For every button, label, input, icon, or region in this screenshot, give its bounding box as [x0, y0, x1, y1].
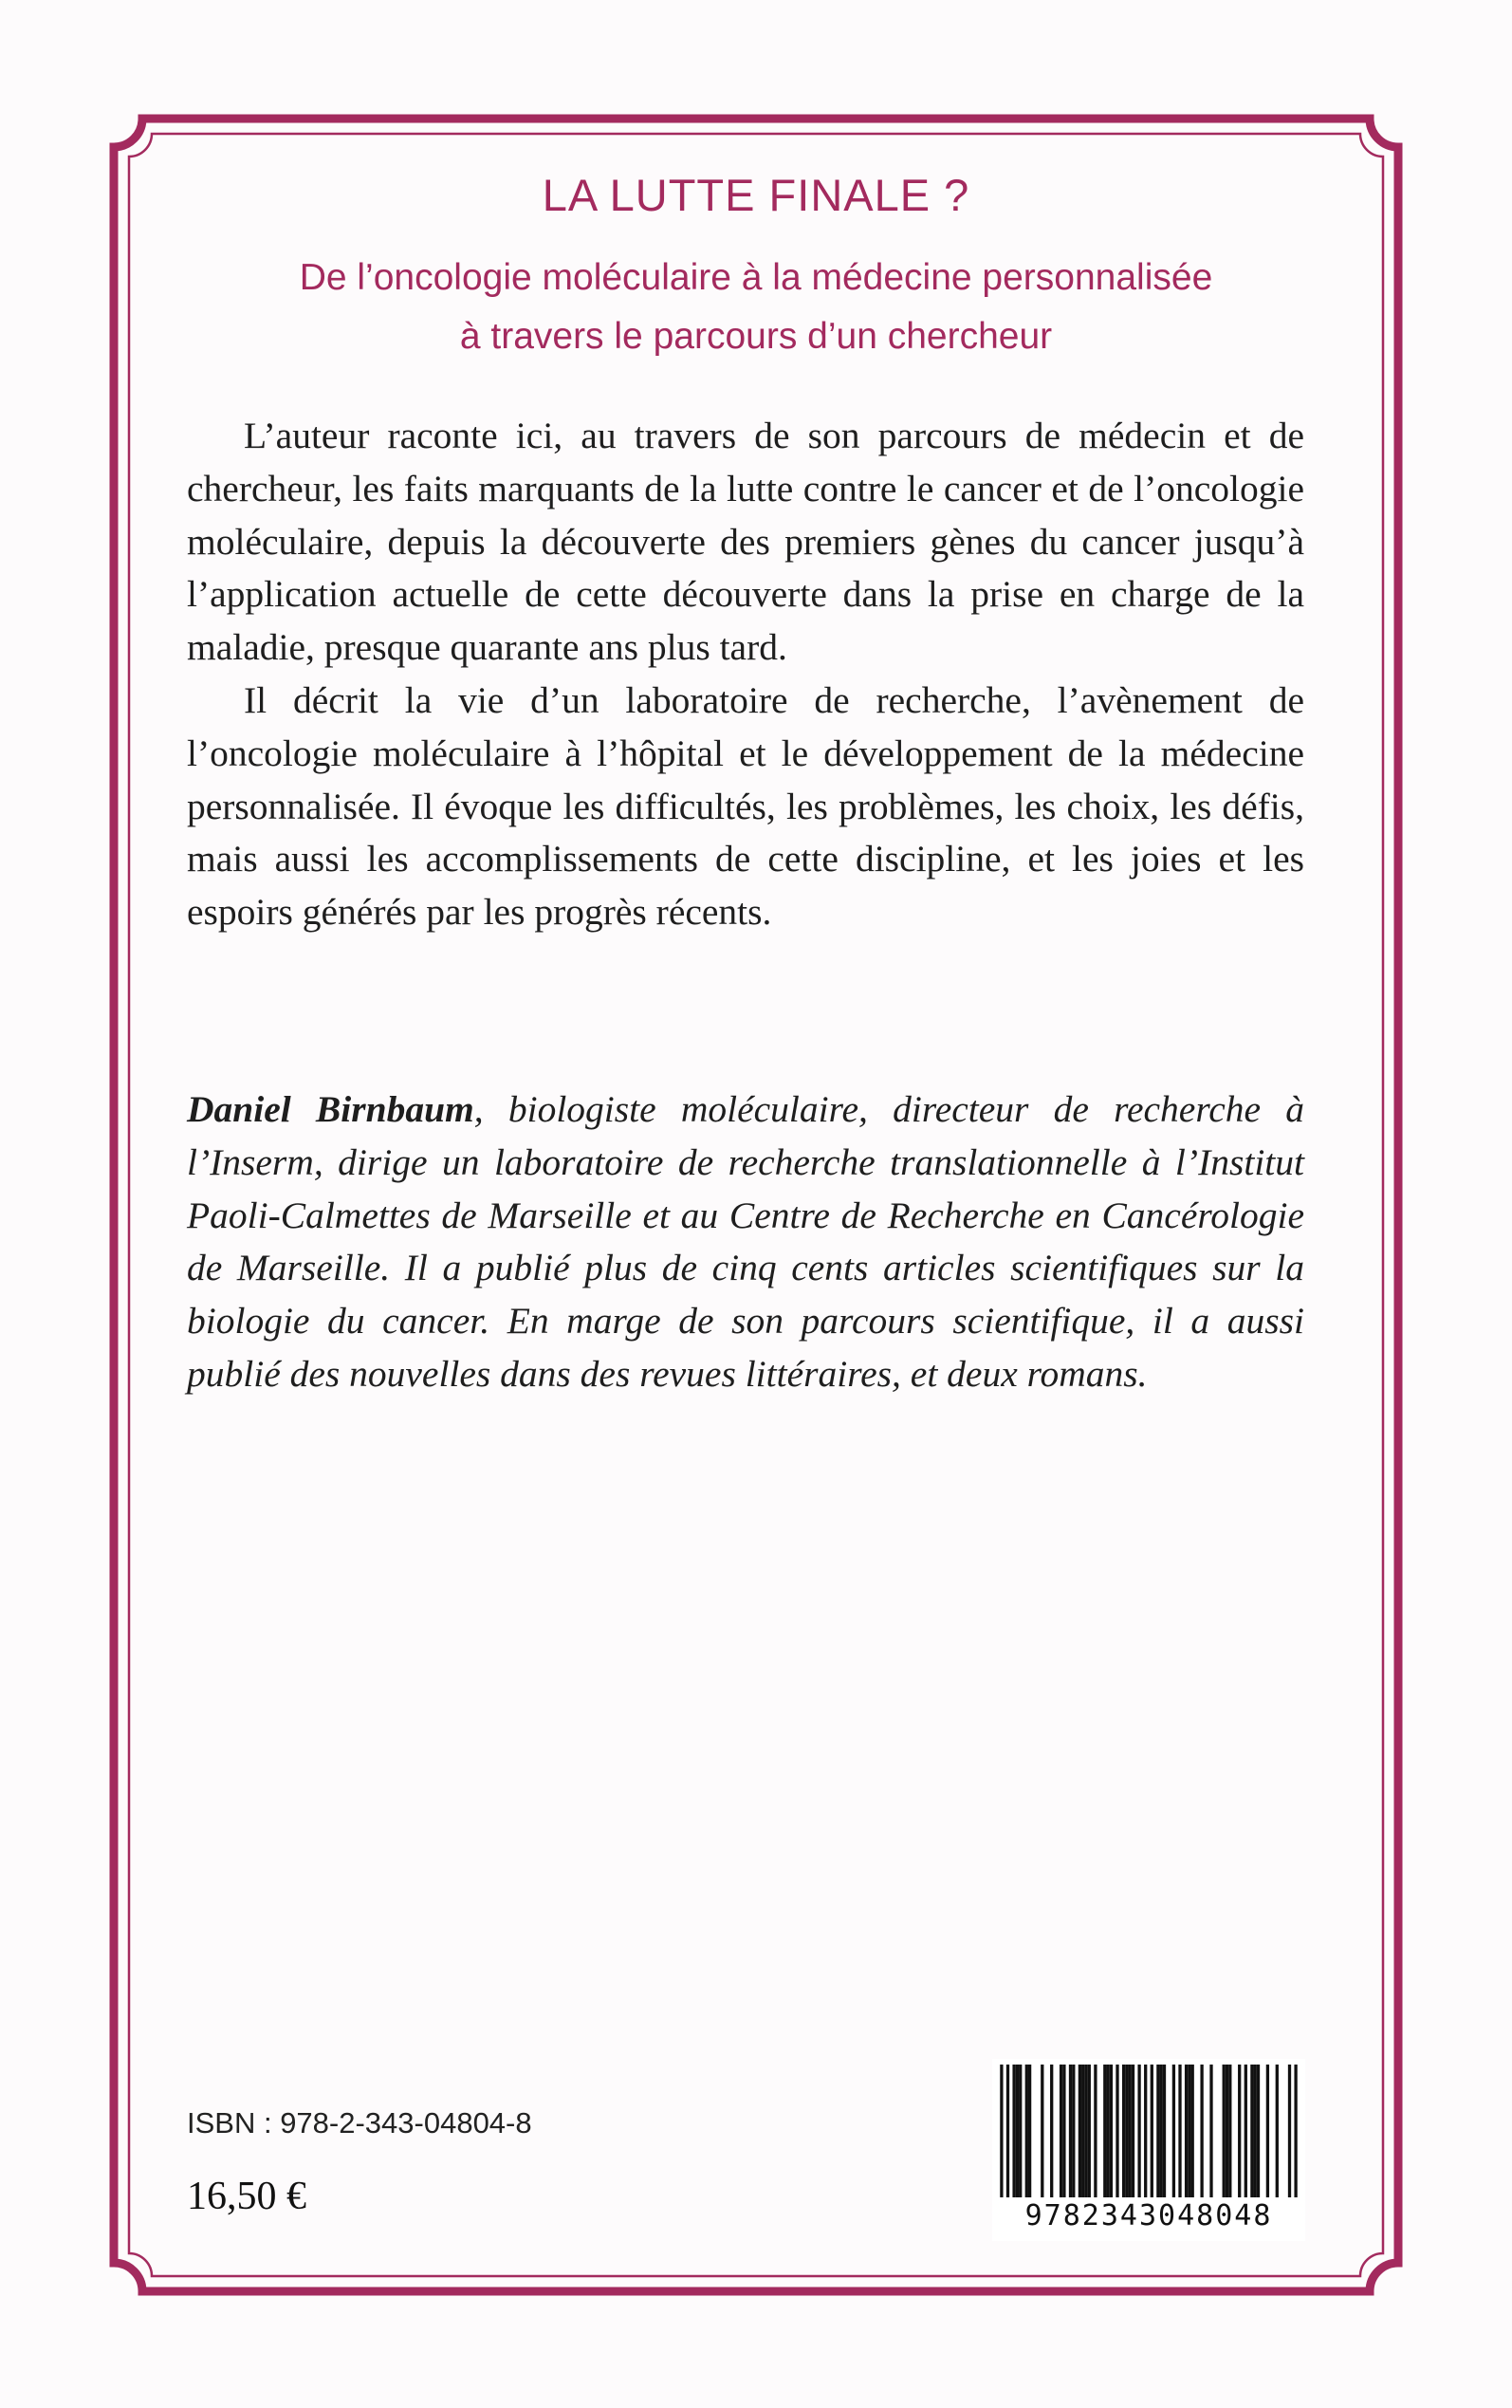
barcode-bar	[1012, 2065, 1015, 2197]
barcode-bar	[1125, 2065, 1128, 2197]
barcode-bar	[1223, 2065, 1226, 2197]
barcode-bar	[1069, 2065, 1072, 2197]
barcode-bar	[1062, 2065, 1065, 2197]
barcode-bar	[1041, 2065, 1043, 2197]
barcode-bar	[1238, 2065, 1241, 2197]
barcode-bar	[1072, 2065, 1075, 2197]
barcode-bar	[1245, 2065, 1247, 2197]
barcode-bar	[1191, 2065, 1194, 2197]
barcode-bar	[1060, 2065, 1062, 2197]
author-name: Daniel Birnbaum	[187, 1088, 474, 1130]
description-paragraph-1: L’auteur raconte ici, au travers de son parcours de médecin et de chercheur, les faits marquants de la lutte contre le cancer et de l’oncologie moléculaire, depuis la découverte des premiers gènes du cancer jusqu’à l’application actuelle de cette découverte dans la prise en charge de la maladie, presque quarante ans plus tard.	[187, 415, 1304, 669]
barcode-bar	[1185, 2065, 1188, 2197]
barcode-bar	[1094, 2065, 1097, 2197]
barcode-bar	[1129, 2065, 1132, 2197]
price-text: 16,50 €	[187, 2175, 306, 2218]
barcode-bar	[1250, 2065, 1253, 2197]
barcode-bar	[1226, 2065, 1228, 2197]
barcode-bar	[1110, 2065, 1113, 2197]
barcode-bar	[1228, 2065, 1231, 2197]
author-bio-text: , biologiste moléculaire, directeur de recherche à l’Inserm, dirige un laboratoire de recherche translationnelle à l’Institut Paoli-Calmettes de Marseille et au Centre de Recherche en Cancérologie de Marseille. Il a publié plus de cinq cents articles scientifiques sur la biologie du cancer. En marge de son parcours scientifique, il a aussi publié des nouvelles dans des revues littéraires, et deux romans.	[187, 1088, 1304, 1395]
barcode-bar	[1016, 2065, 1019, 2197]
barcode-bar	[1050, 2065, 1053, 2197]
barcode-bar	[1006, 2065, 1009, 2197]
barcode-bar	[1106, 2065, 1109, 2197]
barcode-bar	[1266, 2065, 1269, 2197]
barcode-bar	[1160, 2065, 1163, 2197]
barcode-bar	[1000, 2065, 1003, 2197]
barcode-bar	[1209, 2065, 1212, 2197]
barcode-bar	[1088, 2065, 1091, 2197]
barcode-bar	[1257, 2065, 1260, 2197]
barcode-bar	[1172, 2065, 1175, 2197]
barcode-bar	[1276, 2065, 1279, 2197]
barcode-bar	[1122, 2065, 1125, 2197]
barcode-bar	[1188, 2065, 1190, 2197]
barcode-bar	[1288, 2065, 1291, 2197]
barcode-bar	[1132, 2065, 1134, 2197]
barcode-bar	[1028, 2065, 1031, 2197]
barcode	[992, 2059, 1305, 2241]
barcode-bar	[1294, 2065, 1297, 2197]
author-bio	[187, 1084, 1304, 1401]
barcode-bar	[1019, 2065, 1022, 2197]
barcode-bars	[992, 2059, 1305, 2201]
barcode-bar	[1025, 2065, 1028, 2197]
book-description	[187, 410, 1304, 939]
barcode-bar	[1079, 2065, 1081, 2197]
barcode-bar	[1254, 2065, 1257, 2197]
description-paragraph-2: Il décrit la vie d’un laboratoire de recherche, l’avènement de l’oncologie moléculaire à l’hôpital et le développement de la médecine personnalisée. Il évoque les difficultés, les problèmes, les choix, les défis, mais aussi les accomplissements de cette discipline, et les joies et les espoirs générés par les progrès récents.	[187, 678, 1304, 934]
subtitle-line-1: De l’oncologie moléculaire à la médecine personnalisée	[299, 257, 1213, 298]
barcode-bar	[1151, 2065, 1153, 2197]
book-title: LA LUTTE FINALE ?	[542, 170, 970, 220]
barcode-bar	[1103, 2065, 1106, 2197]
barcode-bar	[1178, 2065, 1181, 2197]
barcode-number: 9782343048048	[1024, 2199, 1273, 2232]
book-subtitle	[190, 249, 1322, 366]
barcode-bar	[1156, 2065, 1159, 2197]
subtitle-line-2: à travers le parcours d’un chercheur	[459, 316, 1053, 357]
barcode-bar	[1081, 2065, 1084, 2197]
barcode-bar	[1144, 2065, 1147, 2197]
barcode-bar	[1137, 2065, 1140, 2197]
barcode-bar	[1116, 2065, 1118, 2197]
barcode-bar	[1084, 2065, 1087, 2197]
barcode-bar	[1200, 2065, 1203, 2197]
isbn-text: ISBN : 978-2-343-04804-8	[187, 2106, 532, 2139]
barcode-bar	[1163, 2065, 1166, 2197]
